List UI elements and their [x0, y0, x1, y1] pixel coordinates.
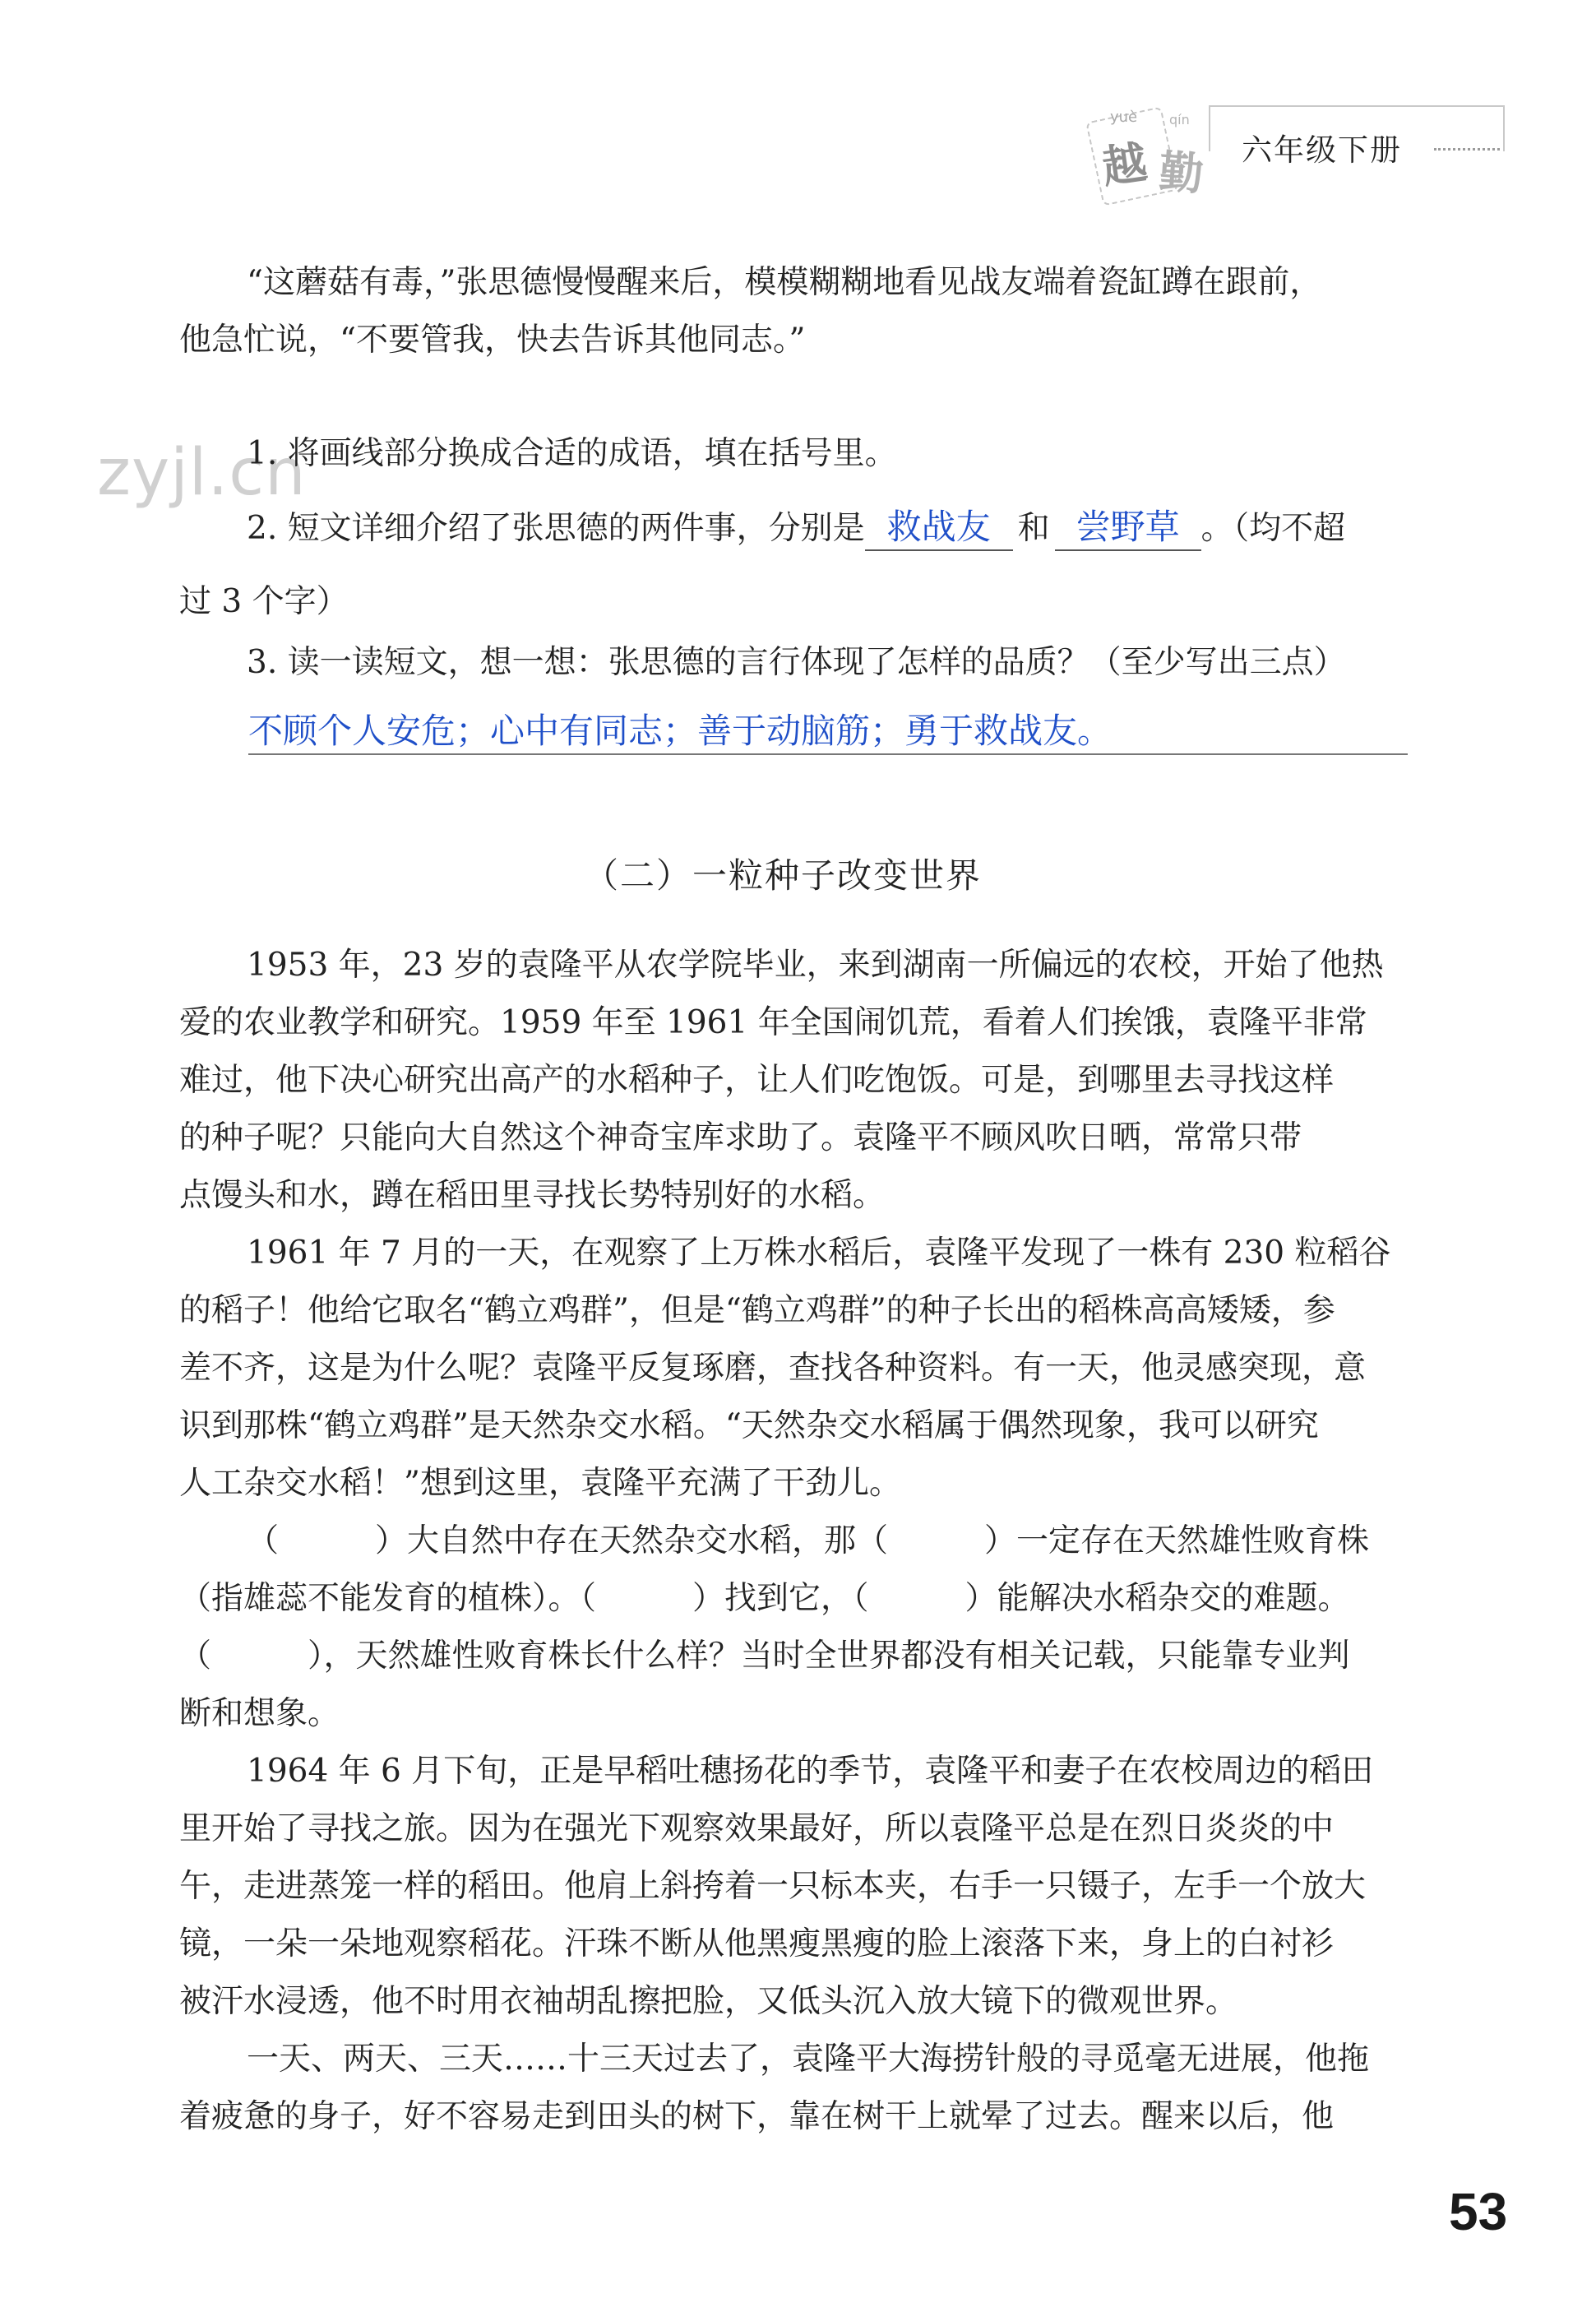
question-1: 1. 将画线部分换成合适的成语，填在括号里。 [247, 435, 897, 472]
answer-1: 救战友 [886, 507, 991, 547]
story2-line: 差不齐，这是为什么呢？袁隆平反复琢磨，查找各种资料。有一天，他灵感突现，意 [179, 1350, 1367, 1387]
fill-blank-line[interactable]: （指雄蕊不能发育的植株）。（ ）找到它，（ ）能解决水稻杂交的难题。 [179, 1580, 1350, 1617]
brand-logo [1020, 97, 1209, 204]
watermark: zyjl.cn [97, 436, 307, 510]
story2-line: 人工杂交水稻！”想到这里，袁隆平充满了干劲儿。 [179, 1465, 901, 1502]
brand-pinyin-2: qín [1169, 112, 1190, 127]
page-number: 53 [1449, 2182, 1508, 2241]
grade-label: 六年级下册 [1242, 132, 1402, 168]
story2-line: 1964 年 6 月下旬，正是早稻吐穗扬花的季节，袁隆平和妻子在农校周边的稻田 [247, 1753, 1374, 1790]
story1-line-1: “这蘑菇有毒，”张思德慢慢醒来后，模模糊糊地看见战友端着瓷缸蹲在跟前， [247, 264, 1322, 301]
story2-line: 爱的农业教学和研究。1959 年至 1961 年全国闹饥荒，看着人们挨饿，袁隆平非常 [179, 1004, 1367, 1041]
answer-3: 不顾个人安危；心中有同志；善于动脑筋；勇于救战友。 [248, 711, 1113, 751]
question-2-tail: 。（均不超 [1200, 510, 1346, 547]
story2-line: 的种子呢？只能向大自然这个神奇宝库求助了。袁隆平不顾风吹日晒，常常只带 [179, 1119, 1302, 1156]
answer-blank-2[interactable] [1055, 500, 1201, 551]
brand-char-2: 勤 [1157, 145, 1205, 201]
story2-line: 镜，一朵一朵地观察稻花。汗珠不断从他黑瘦黑瘦的脸上滚落下来，身上的白衬衫 [179, 1925, 1335, 1962]
story2-line: 难过，他下决心研究出高产的水稻种子，让人们吃饱饭。可是，到哪里去寻找这样 [179, 1062, 1335, 1099]
story2-line: 被汗水浸透，他不时用衣袖胡乱擦把脸，又低头沉入放大镜下的微观世界。 [179, 1983, 1238, 2020]
story2-line: 着疲惫的身子，好不容易走到田头的树下，靠在树干上就晕了过去。醒来以后，他 [179, 2098, 1335, 2135]
question-2-and: 和 [1017, 510, 1050, 547]
question-2-text: 2. 短文详细介绍了张思德的两件事，分别是 [247, 510, 865, 547]
brand-pinyin-1: yuè [1110, 109, 1138, 126]
question-2 [247, 500, 1345, 551]
story2-line: 断和想象。 [179, 1695, 340, 1732]
story2-line: 1961 年 7 月的一天，在观察了上万株水稻后，袁隆平发现了一株有 230 粒稻谷 [247, 1235, 1391, 1272]
story2-line: 1953 年，23 岁的袁隆平从农学院毕业，来到湖南一所偏远的农校，开始了他热 [247, 947, 1384, 984]
story2-line: 的稻子！他给它取名“鹤立鸡群”，但是“鹤立鸡群”的种子长出的稻株高高矮矮，参 [179, 1292, 1335, 1329]
question-3: 3. 读一读短文，想一想：张思德的言行体现了怎样的品质？（至少写出三点） [247, 644, 1346, 681]
story2-line: 里开始了寻找之旅。因为在强光下观察效果最好，所以袁隆平总是在烈日炎炎的中 [179, 1810, 1335, 1847]
fill-blank-line[interactable]: （ ）大自然中存在天然杂交水稻，那（ ）一定存在天然雄性败育株 [247, 1522, 1370, 1559]
question-2-continued: 过 3 个字） [179, 583, 349, 620]
answer-2: 尝野草 [1076, 507, 1180, 547]
section-title: （二）一粒种子改变世界 [584, 855, 983, 896]
brand-char-1: 越 [1099, 135, 1150, 194]
answer-3-line[interactable] [248, 753, 1408, 755]
story2-line: 午，走进蒸笼一样的稻田。他肩上斜挎着一只标本夹，右手一只镊子，左手一个放大 [179, 1868, 1367, 1905]
story2-line: 点馒头和水，蹲在稻田里寻找长势特别好的水稻。 [179, 1177, 886, 1214]
story1-line-2: 他急忙说，“不要管我，快去告诉其他同志。” [179, 322, 806, 359]
story2-line: 一天、两天、三天……十三天过去了，袁隆平大海捞针般的寻觅毫无进展，他拖 [247, 2041, 1370, 2078]
story2-line: 识到那株“鹤立鸡群”是天然杂交水稻。“天然杂交水稻属于偶然现象，我可以研究 [179, 1407, 1319, 1444]
header-dots [1434, 148, 1500, 151]
fill-blank-line[interactable]: （ ），天然雄性败育株长什么样？当时全世界都没有相关记载，只能靠专业判 [179, 1638, 1350, 1675]
answer-blank-1[interactable] [865, 500, 1013, 551]
